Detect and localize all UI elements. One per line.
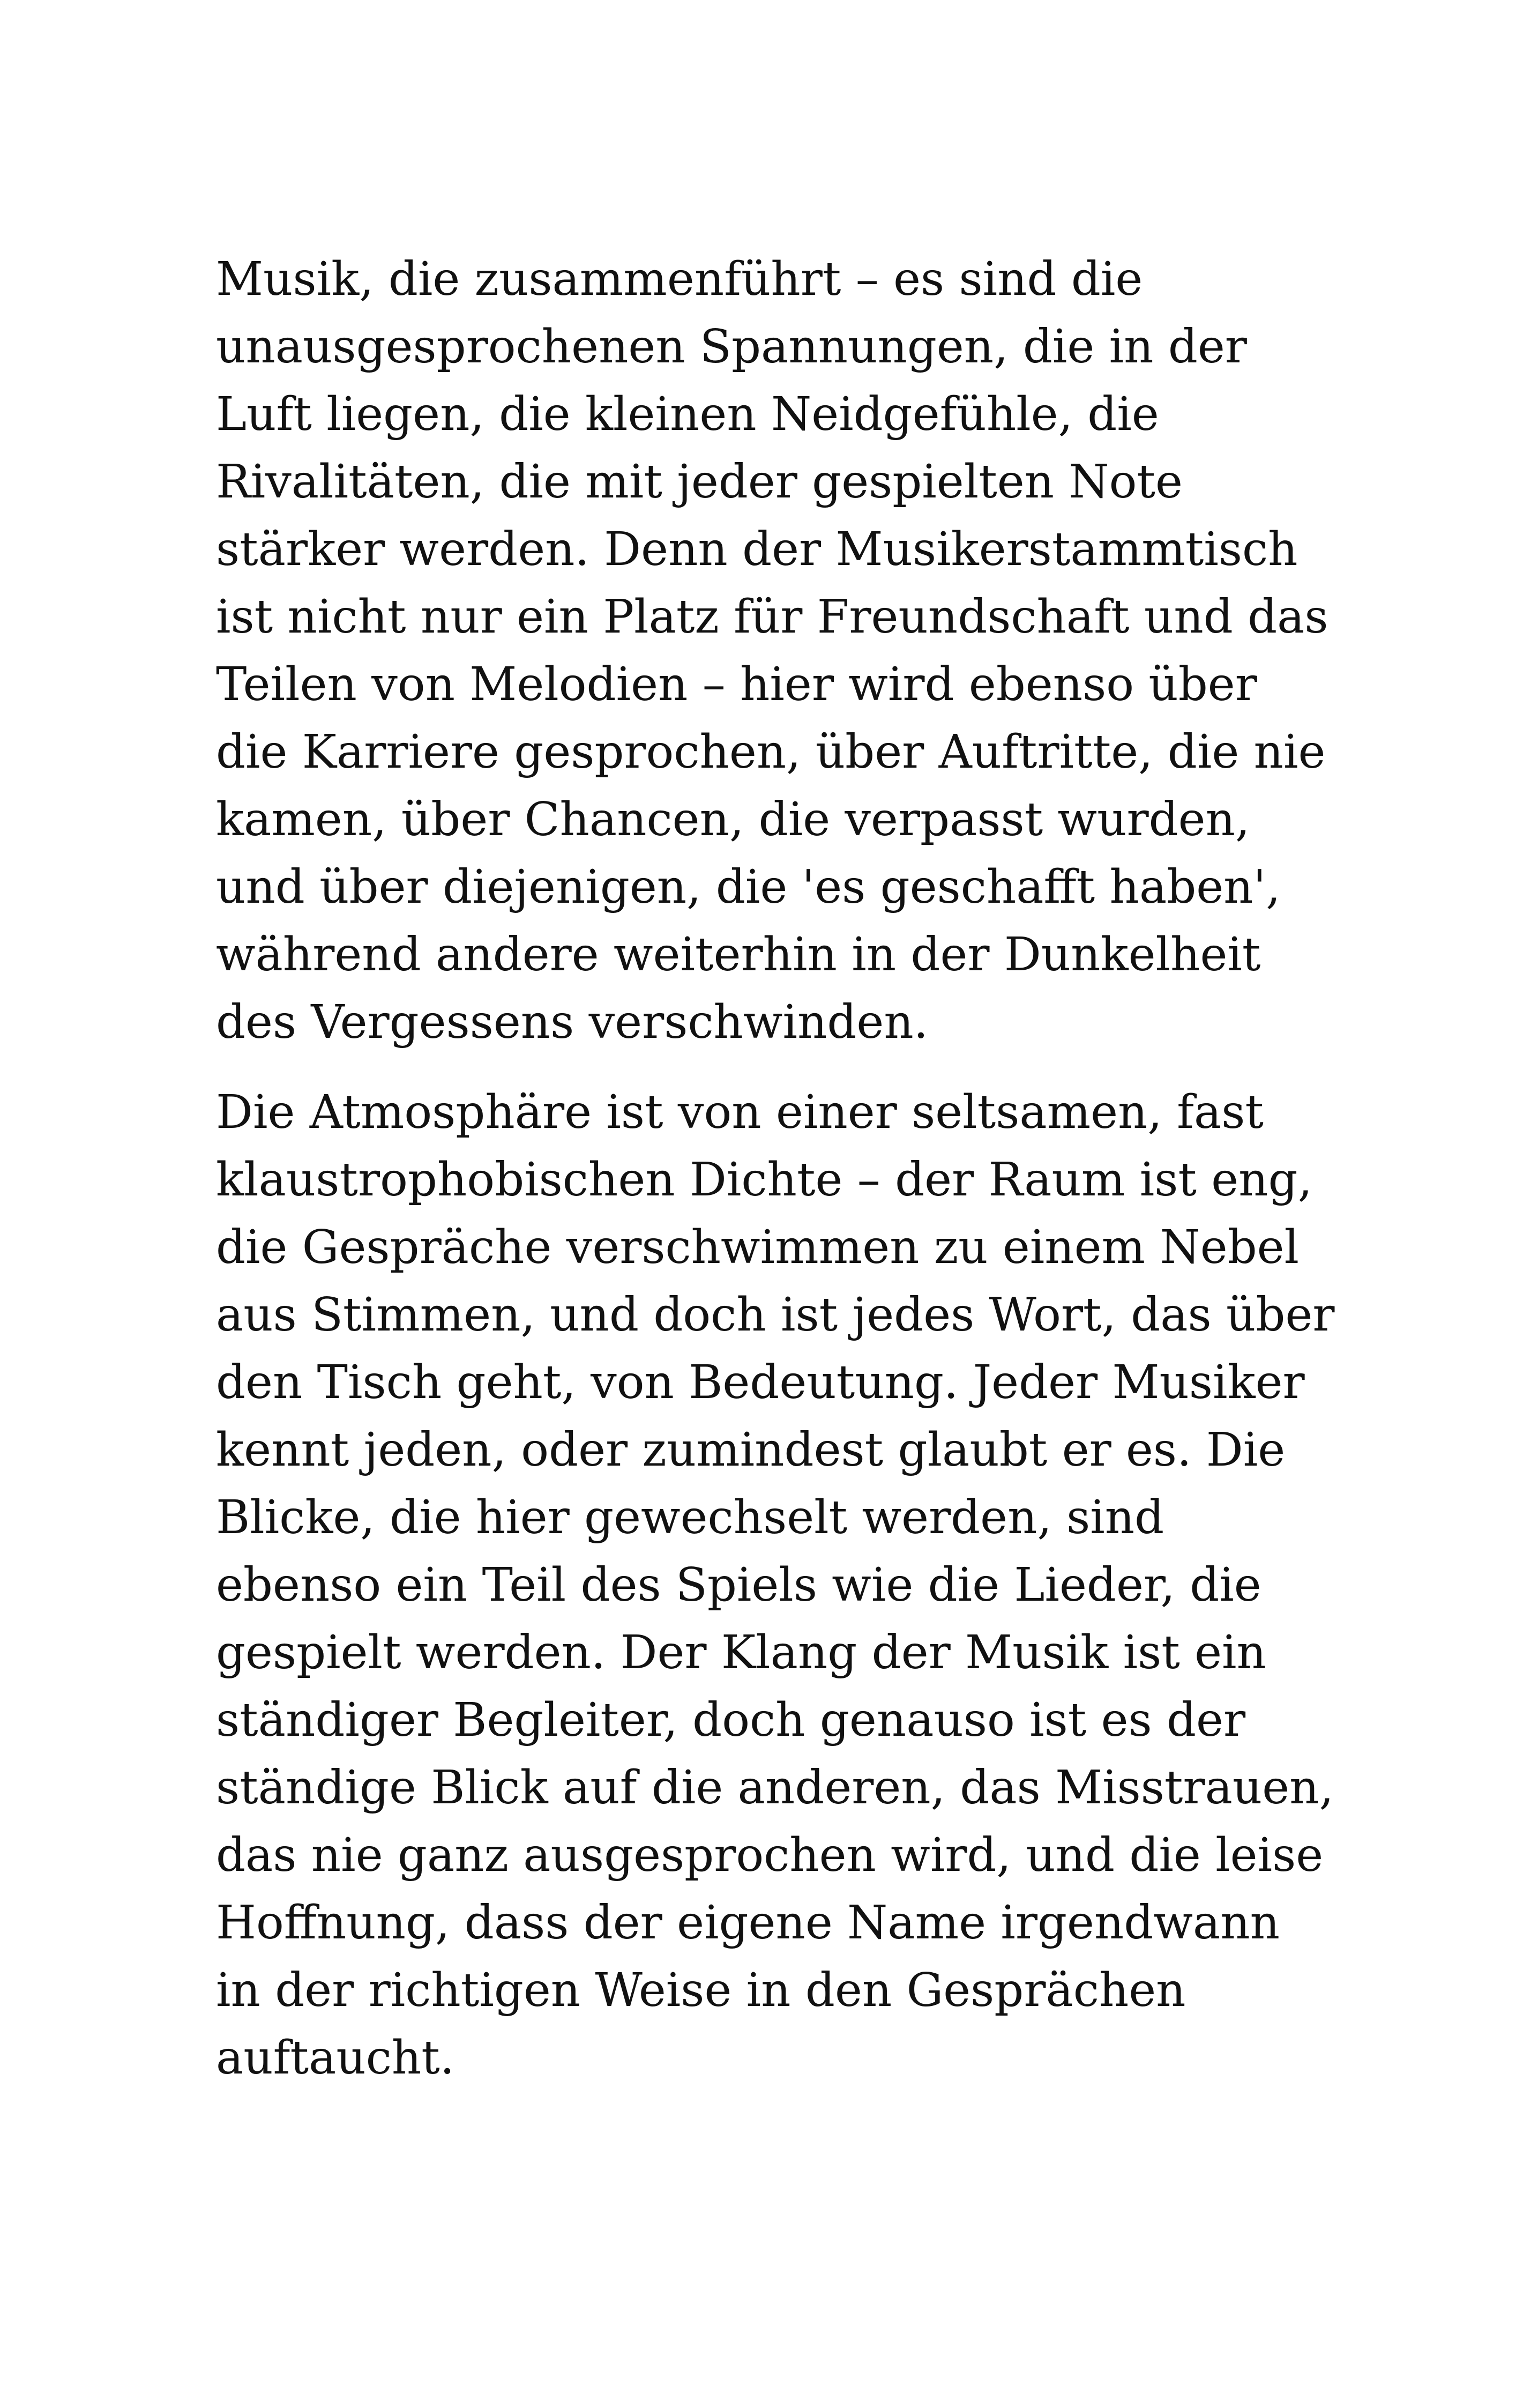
text-line: den Tisch geht, von Bedeutung. Jeder Musiker <box>216 1356 1305 1409</box>
text-line: stärker werden. Denn der Musikerstammtisch <box>216 523 1298 576</box>
text-line: das nie ganz ausgesprochen wird, und die leise <box>216 1829 1324 1882</box>
paragraph-1 <box>216 246 1328 1056</box>
text-line: ebenso ein Teil des Spiels wie die Lieder, die <box>216 1558 1261 1612</box>
text-line: Die Atmosphäre ist von einer seltsamen, fast <box>216 1086 1264 1139</box>
text-line: in der richtigen Weise in den Gesprächen <box>216 1964 1186 2017</box>
text-line: Luft liegen, die kleinen Neidgefühle, die <box>216 388 1159 441</box>
paragraph-2 <box>216 1079 1335 2092</box>
text-line: unausgesprochenen Spannungen, die in der <box>216 320 1247 374</box>
text-line: ständiger Begleiter, doch genauso ist es der <box>216 1693 1246 1747</box>
text-line: ständige Blick auf die anderen, das Misstrauen, <box>216 1761 1334 1815</box>
text-line: klaustrophobischen Dichte – der Raum ist eng, <box>216 1153 1312 1207</box>
text-line: die Karriere gesprochen, über Auftritte, die nie <box>216 725 1326 779</box>
text-line: Blicke, die hier gewechselt werden, sind <box>216 1491 1164 1544</box>
text-line: und über diejenigen, die 'es geschafft haben', <box>216 860 1281 914</box>
text-line: Rivalitäten, die mit jeder gespielten Note <box>216 455 1183 509</box>
text-line: Musik, die zusammenführt – es sind die <box>216 252 1143 306</box>
text-line: auftaucht. <box>216 2031 455 2085</box>
text-line: während andere weiterhin in der Dunkelheit <box>216 928 1261 982</box>
text-line: Teilen von Melodien – hier wird ebenso über <box>216 658 1257 711</box>
text-line: ist nicht nur ein Platz für Freundschaft und das <box>216 590 1328 644</box>
text-line: kamen, über Chancen, die verpasst wurden, <box>216 793 1250 846</box>
text-line: kennt jeden, oder zumindest glaubt er es. Die <box>216 1423 1286 1477</box>
body-text <box>216 246 1335 2092</box>
text-line: gespielt werden. Der Klang der Musik ist ein <box>216 1626 1266 1679</box>
text-line: des Vergessens verschwinden. <box>216 995 929 1049</box>
text-line: aus Stimmen, und doch ist jedes Wort, das über <box>216 1288 1335 1342</box>
text-line: Hoffnung, dass der eigene Name irgendwann <box>216 1896 1280 1950</box>
text-line: die Gespräche verschwimmen zu einem Nebel <box>216 1221 1300 1274</box>
